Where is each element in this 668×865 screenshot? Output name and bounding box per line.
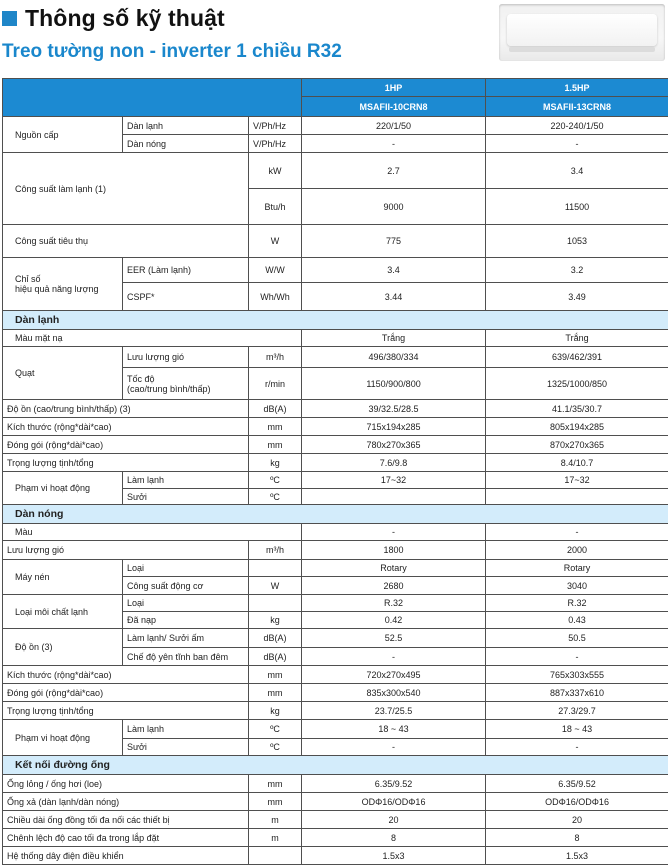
value-2: Rotary <box>486 560 668 577</box>
table-row <box>3 400 668 418</box>
value-1: 720x270x495 <box>302 666 486 684</box>
row-label: Ống xả (dàn lạnh/dàn nóng) <box>3 793 249 811</box>
spec-table <box>2 78 668 865</box>
header-blank <box>3 79 302 117</box>
table-row <box>3 629 668 648</box>
row-label: Lưu lượng gió <box>3 541 249 560</box>
row-unit: ºC <box>249 472 302 489</box>
ac-front-panel <box>507 14 657 46</box>
value-1: Rotary <box>302 560 486 577</box>
table-row <box>3 666 668 684</box>
table-row <box>3 793 668 811</box>
page-subtitle: Treo tường non - inverter 1 chiều R32 <box>2 41 342 63</box>
value-1: 52.5 <box>302 629 486 648</box>
row-label: Chiều dài ống đồng tối đa nối các thiết bị <box>3 811 249 829</box>
value-2: 1325/1000/850 <box>486 368 668 400</box>
row-sublabel: Loại <box>123 595 249 612</box>
value-1: Trắng <box>302 330 486 347</box>
value-2: 887x337x610 <box>486 684 668 702</box>
row-unit: mm <box>249 436 302 454</box>
value-1: - <box>302 739 486 756</box>
row-unit: Btu/h <box>249 189 302 225</box>
value-2: 3.2 <box>486 258 668 283</box>
value-2: 11500 <box>486 189 668 225</box>
value-2: R.32 <box>486 595 668 612</box>
row-label: Độ ồn (cao/trung bình/thấp) (3) <box>3 400 249 418</box>
value-2: - <box>486 135 668 153</box>
row-unit: m³/h <box>249 347 302 368</box>
row-unit: dB(A) <box>249 400 302 418</box>
value-2 <box>486 489 668 505</box>
row-unit: V/Ph/Hz <box>249 117 302 135</box>
value-2: 805x194x285 <box>486 418 668 436</box>
table-row <box>3 829 668 847</box>
row-label: Trọng lượng tịnh/tổng <box>3 454 249 472</box>
row-unit: W <box>249 577 302 595</box>
value-2: 2000 <box>486 541 668 560</box>
value-2: 27.3/29.7 <box>486 702 668 720</box>
row-sublabel: CSPF* <box>123 283 249 311</box>
row-sublabel: EER (Làm lạnh) <box>123 258 249 283</box>
value-1: 17~32 <box>302 472 486 489</box>
table-row <box>3 472 668 489</box>
row-label <box>3 258 123 311</box>
table-row <box>3 595 668 612</box>
value-2: 8.4/10.7 <box>486 454 668 472</box>
value-2: 3040 <box>486 577 668 595</box>
page-title-text: Thông số kỹ thuật <box>25 5 225 32</box>
row-sublabel-line1: Tốc độ <box>127 374 155 384</box>
row-unit <box>249 560 302 577</box>
col-hp-1: 1HP <box>302 79 486 97</box>
table-row <box>3 524 668 541</box>
section-header-dan-lanh <box>3 311 668 330</box>
value-2: 18 ~ 43 <box>486 720 668 739</box>
value-1: 2.7 <box>302 153 486 189</box>
value-1: 780x270x365 <box>302 436 486 454</box>
row-sublabel: Đã nạp <box>123 612 249 629</box>
row-unit <box>249 847 302 865</box>
value-2: 50.5 <box>486 629 668 648</box>
row-unit: ºC <box>249 720 302 739</box>
value-1: - <box>302 524 486 541</box>
value-2: - <box>486 739 668 756</box>
section-title: Dàn lạnh <box>3 311 668 330</box>
row-unit <box>249 595 302 612</box>
row-label: Đóng gói (rộng*dài*cao) <box>3 684 249 702</box>
value-2: 8 <box>486 829 668 847</box>
value-2: 20 <box>486 811 668 829</box>
table-row <box>3 684 668 702</box>
row-unit: m <box>249 811 302 829</box>
value-1: 496/380/334 <box>302 347 486 368</box>
value-2: 41.1/35/30.7 <box>486 400 668 418</box>
table-row <box>3 153 668 189</box>
row-sublabel: Sưởi <box>123 489 249 505</box>
row-sublabel: Sưởi <box>123 739 249 756</box>
row-unit: mm <box>249 793 302 811</box>
row-unit: mm <box>249 775 302 793</box>
row-label: Công suất làm lạnh (1) <box>3 153 249 225</box>
table-row <box>3 847 668 865</box>
row-unit: kg <box>249 702 302 720</box>
value-1: 3.4 <box>302 258 486 283</box>
table-row <box>3 720 668 739</box>
row-sublabel: Dàn lạnh <box>123 117 249 135</box>
value-2: 765x303x555 <box>486 666 668 684</box>
row-label: Chênh lệch độ cao tối đa trong lắp đặt <box>3 829 249 847</box>
value-1: 6.35/9.52 <box>302 775 486 793</box>
row-unit: V/Ph/Hz <box>249 135 302 153</box>
row-unit: mm <box>249 418 302 436</box>
row-sublabel-line2: (cao/trung bình/thấp) <box>127 384 211 394</box>
row-unit: kg <box>249 612 302 629</box>
row-label: Nguồn cấp <box>3 117 123 153</box>
value-1: ODΦ16/ODΦ16 <box>302 793 486 811</box>
row-sublabel: Dàn nóng <box>123 135 249 153</box>
section-title: Dàn nóng <box>3 505 668 524</box>
row-label: Màu <box>3 524 302 541</box>
value-2: 0.43 <box>486 612 668 629</box>
table-row <box>3 560 668 577</box>
value-1: 775 <box>302 225 486 258</box>
row-unit: kg <box>249 454 302 472</box>
row-label: Trọng lượng tịnh/tổng <box>3 702 249 720</box>
table-row <box>3 225 668 258</box>
row-label: Máy nén <box>3 560 123 595</box>
row-sublabel: Làm lạnh <box>123 472 249 489</box>
value-2: 17~32 <box>486 472 668 489</box>
row-label-line2: hiệu quả năng lượng <box>15 284 99 294</box>
row-label: Ống lỏng / ống hơi (loe) <box>3 775 249 793</box>
row-sublabel <box>123 368 249 400</box>
table-row <box>3 436 668 454</box>
value-2: 6.35/9.52 <box>486 775 668 793</box>
value-1: 1150/900/800 <box>302 368 486 400</box>
value-2: 1053 <box>486 225 668 258</box>
row-unit: r/min <box>249 368 302 400</box>
row-unit: mm <box>249 684 302 702</box>
row-label: Loại môi chất lạnh <box>3 595 123 629</box>
table-row <box>3 775 668 793</box>
row-label: Màu mặt nạ <box>3 330 302 347</box>
table-row <box>3 347 668 368</box>
row-unit: kW <box>249 153 302 189</box>
value-1: 18 ~ 43 <box>302 720 486 739</box>
row-label: Hệ thống dây điện điều khiển <box>3 847 249 865</box>
page-title <box>2 5 225 32</box>
row-label-line1: Chỉ số <box>15 274 41 284</box>
row-sublabel: Chế độ yên tĩnh ban đêm <box>123 648 249 666</box>
value-2: - <box>486 524 668 541</box>
table-row <box>3 811 668 829</box>
value-2: 3.49 <box>486 283 668 311</box>
value-1: 9000 <box>302 189 486 225</box>
col-model-2: MSAFII-13CRN8 <box>486 97 668 117</box>
col-hp-2: 1.5HP <box>486 79 668 97</box>
value-1: 1.5x3 <box>302 847 486 865</box>
value-1: 835x300x540 <box>302 684 486 702</box>
value-1: R.32 <box>302 595 486 612</box>
title-square-icon <box>2 11 17 26</box>
row-unit: ºC <box>249 489 302 505</box>
value-1: 1800 <box>302 541 486 560</box>
page-header <box>0 0 668 70</box>
value-2: 220-240/1/50 <box>486 117 668 135</box>
value-1: 39/32.5/28.5 <box>302 400 486 418</box>
value-2: ODΦ16/ODΦ16 <box>486 793 668 811</box>
value-1: - <box>302 648 486 666</box>
value-1: - <box>302 135 486 153</box>
table-row <box>3 330 668 347</box>
row-label: Quạt <box>3 347 123 400</box>
row-unit: Wh/Wh <box>249 283 302 311</box>
ac-vent <box>509 47 655 52</box>
value-1: 2680 <box>302 577 486 595</box>
value-2: 639/462/391 <box>486 347 668 368</box>
row-label: Kích thước (rộng*dài*cao) <box>3 666 249 684</box>
row-label: Công suất tiêu thụ <box>3 225 249 258</box>
value-2: 1.5x3 <box>486 847 668 865</box>
value-1: 3.44 <box>302 283 486 311</box>
table-row <box>3 454 668 472</box>
row-unit: m <box>249 829 302 847</box>
row-unit: dB(A) <box>249 648 302 666</box>
row-sublabel: Công suất động cơ <box>123 577 249 595</box>
row-label: Phạm vi hoạt động <box>3 472 123 505</box>
table-row <box>3 418 668 436</box>
row-sublabel: Lưu lượng gió <box>123 347 249 368</box>
value-1: 7.6/9.8 <box>302 454 486 472</box>
value-1 <box>302 489 486 505</box>
row-sublabel: Loại <box>123 560 249 577</box>
value-1: 20 <box>302 811 486 829</box>
row-unit: W <box>249 225 302 258</box>
row-label: Phạm vi hoạt động <box>3 720 123 756</box>
row-label: Độ ồn (3) <box>3 629 123 666</box>
row-unit: dB(A) <box>249 629 302 648</box>
row-label: Đóng gói (rộng*dài*cao) <box>3 436 249 454</box>
value-2: Trắng <box>486 330 668 347</box>
row-label: Kích thước (rộng*dài*cao) <box>3 418 249 436</box>
section-title: Kết nối đường ống <box>3 756 668 775</box>
value-1: 23.7/25.5 <box>302 702 486 720</box>
table-row <box>3 541 668 560</box>
value-2: 870x270x365 <box>486 436 668 454</box>
air-conditioner-image <box>499 4 665 61</box>
row-unit: W/W <box>249 258 302 283</box>
section-header-ket-noi <box>3 756 668 775</box>
row-sublabel: Làm lạnh <box>123 720 249 739</box>
row-unit: mm <box>249 666 302 684</box>
value-2: 3.4 <box>486 153 668 189</box>
value-1: 715x194x285 <box>302 418 486 436</box>
value-1: 220/1/50 <box>302 117 486 135</box>
col-model-1: MSAFII-10CRN8 <box>302 97 486 117</box>
table-row <box>3 702 668 720</box>
section-header-dan-nong <box>3 505 668 524</box>
table-row <box>3 117 668 135</box>
row-unit: m³/h <box>249 541 302 560</box>
value-1: 8 <box>302 829 486 847</box>
table-row <box>3 258 668 283</box>
row-sublabel: Làm lạnh/ Sưởi ấm <box>123 629 249 648</box>
value-2: - <box>486 648 668 666</box>
value-1: 0.42 <box>302 612 486 629</box>
row-unit: ºC <box>249 739 302 756</box>
